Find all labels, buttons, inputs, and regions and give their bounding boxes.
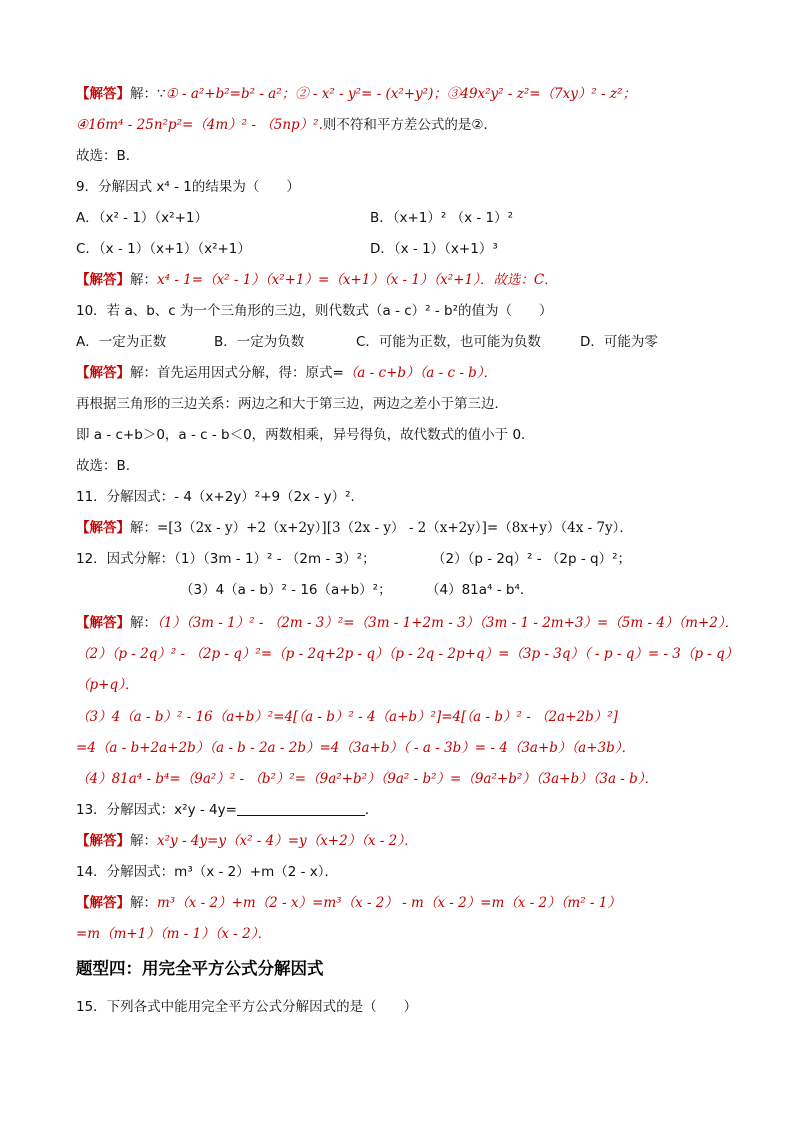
q12-stem-3: （3）4（a - b）² - 16（a+b）²；: [180, 582, 392, 598]
q8-formulas-2: ④16m⁴ - 25n²p²=（4m）² - （5np）².: [76, 117, 323, 133]
q12-answer-2a: （2）（p - 2q）² - （2p - q）²=（p - 2q+2p - q）（p - 2q - 2p+q）=（3p - 3q）（ - p - q）= - 3（p - q）: [76, 646, 739, 662]
q10-option-a: A．一定为正数: [76, 334, 167, 350]
q8-answer-line1: 【解答】解：∵① - a²+b²=b² - a²；② - x² - y²= - (x²+y²)；③49x²y² - z²=（7xy）² - z²；: [76, 86, 636, 102]
q12-answer-3b: =4（a - b+2a+2b）（a - b - 2a - 2b）=4（3a+b）（ - a - 3b）= - 4（3a+b）（a+3b）．: [76, 740, 636, 756]
q12-stem-1: 12．因式分解：（1）（3m - 1）² - （2m - 3）²；: [76, 551, 376, 567]
q10-answer-line1: 【解答】解：首先运用因式分解，得：原式=（a - c+b）（a - c - b）．: [76, 365, 498, 381]
answer-blank[interactable]: [237, 801, 365, 816]
q14-answer-1: 【解答】解：m³（x - 2）+m（2 - x）=m³（x - 2） - m（x - 2）=m（x - 2）（m² - 1）: [76, 895, 621, 911]
q11-answer: 【解答】解：=[3（2x - y）+2（x+2y）][3（2x - y） - 2（x+2y）]=（8x+y）（4x - 7y）．: [76, 520, 633, 536]
q10-option-d: D．可能为零: [580, 334, 658, 350]
q12-stem-4: （4）81a⁴ - b⁴．: [426, 582, 534, 598]
q12-answer-3a: （3）4（a - b）² - 16（a+b）²=4[（a - b）² - 4（a+b）²]=4[（a - b）² - （2a+2b）²]: [76, 709, 618, 725]
q14-stem: 14．分解因式：m³（x - 2）+m（2 - x）．: [76, 864, 339, 880]
q9-option-a: A．（x² - 1）（x²+1）: [76, 210, 208, 226]
q10-answer-line3: 即 a - c+b＞0，a - c - b＜0，两数相乘，异号得负，故代数式的值小于 0．: [76, 427, 535, 443]
q15-stem: 15．下列各式中能用完全平方公式分解因式的是（ ）: [76, 999, 418, 1015]
q14-answer-2: =m（m+1）（m - 1）（x - 2）．: [76, 926, 271, 942]
q12-answer-1: 【解答】解：（1）（3m - 1）² - （2m - 3）²=（3m - 1+2m - 3）（3m - 1 - 2m+3）=（5m - 4）（m+2）．: [76, 615, 739, 631]
q12-answer-4: （4）81a⁴ - b⁴=（9a²）² - （b²）²=（9a²+b²）（9a² - b²）=（9a²+b²）（3a+b）（3a - b）．: [76, 771, 659, 787]
q8-answer-line2: ④16m⁴ - 25n²p²=（4m）² - （5np）².则不符和平方差公式的是②．: [76, 117, 497, 133]
q10-option-c: C．可能为正数，也可能为负数: [356, 334, 541, 350]
q9-option-c: C．（x - 1）（x+1）（x²+1）: [76, 241, 251, 257]
q11-stem: 11．分解因式：- 4（x+2y）²+9（2x - y）²．: [76, 489, 365, 505]
q13-answer: 【解答】解：x²y - 4y=y（x² - 4）=y（x+2）（x - 2）．: [76, 833, 418, 849]
answer-tag: 【解答】: [76, 86, 130, 102]
q9-answer: 【解答】解：x⁴ - 1=（x² - 1）（x²+1）=（x+1）（x - 1）（x²+1）．故选：C．: [76, 272, 558, 288]
q8-formulas-1: ① - a²+b²=b² - a²；② - x² - y²= - (x²+y²)；③49x²y² - z²=（7xy）² - z²；: [165, 86, 636, 102]
section-heading: 题型四：用完全平方公式分解因式: [76, 959, 324, 978]
q10-choice: 故选：B．: [76, 458, 140, 474]
q12-stem-2: （2）（p - 2q）² - （2p - q）²；: [432, 551, 631, 567]
q10-stem: 10．若 a、b、c 为一个三角形的三边，则代数式（a - c）² - b²的值为（ ）: [76, 303, 553, 319]
q10-option-b: B．一定为负数: [214, 334, 305, 350]
q9-stem: 9．分解因式 x⁴ - 1的结果为（ ）: [76, 179, 300, 195]
q12-answer-2b: （p+q）．: [76, 677, 139, 693]
q10-answer-line2: 再根据三角形的三边关系：两边之和大于第三边，两边之差小于第三边．: [76, 396, 508, 412]
q13-stem: 13．分解因式：x²y - 4y= ．: [76, 802, 379, 818]
q8-choice: 故选：B．: [76, 148, 140, 164]
q9-option-d: D．（x - 1）（x+1）³: [370, 241, 498, 257]
q9-option-b: B．（x+1）² （x - 1）²: [370, 210, 514, 226]
